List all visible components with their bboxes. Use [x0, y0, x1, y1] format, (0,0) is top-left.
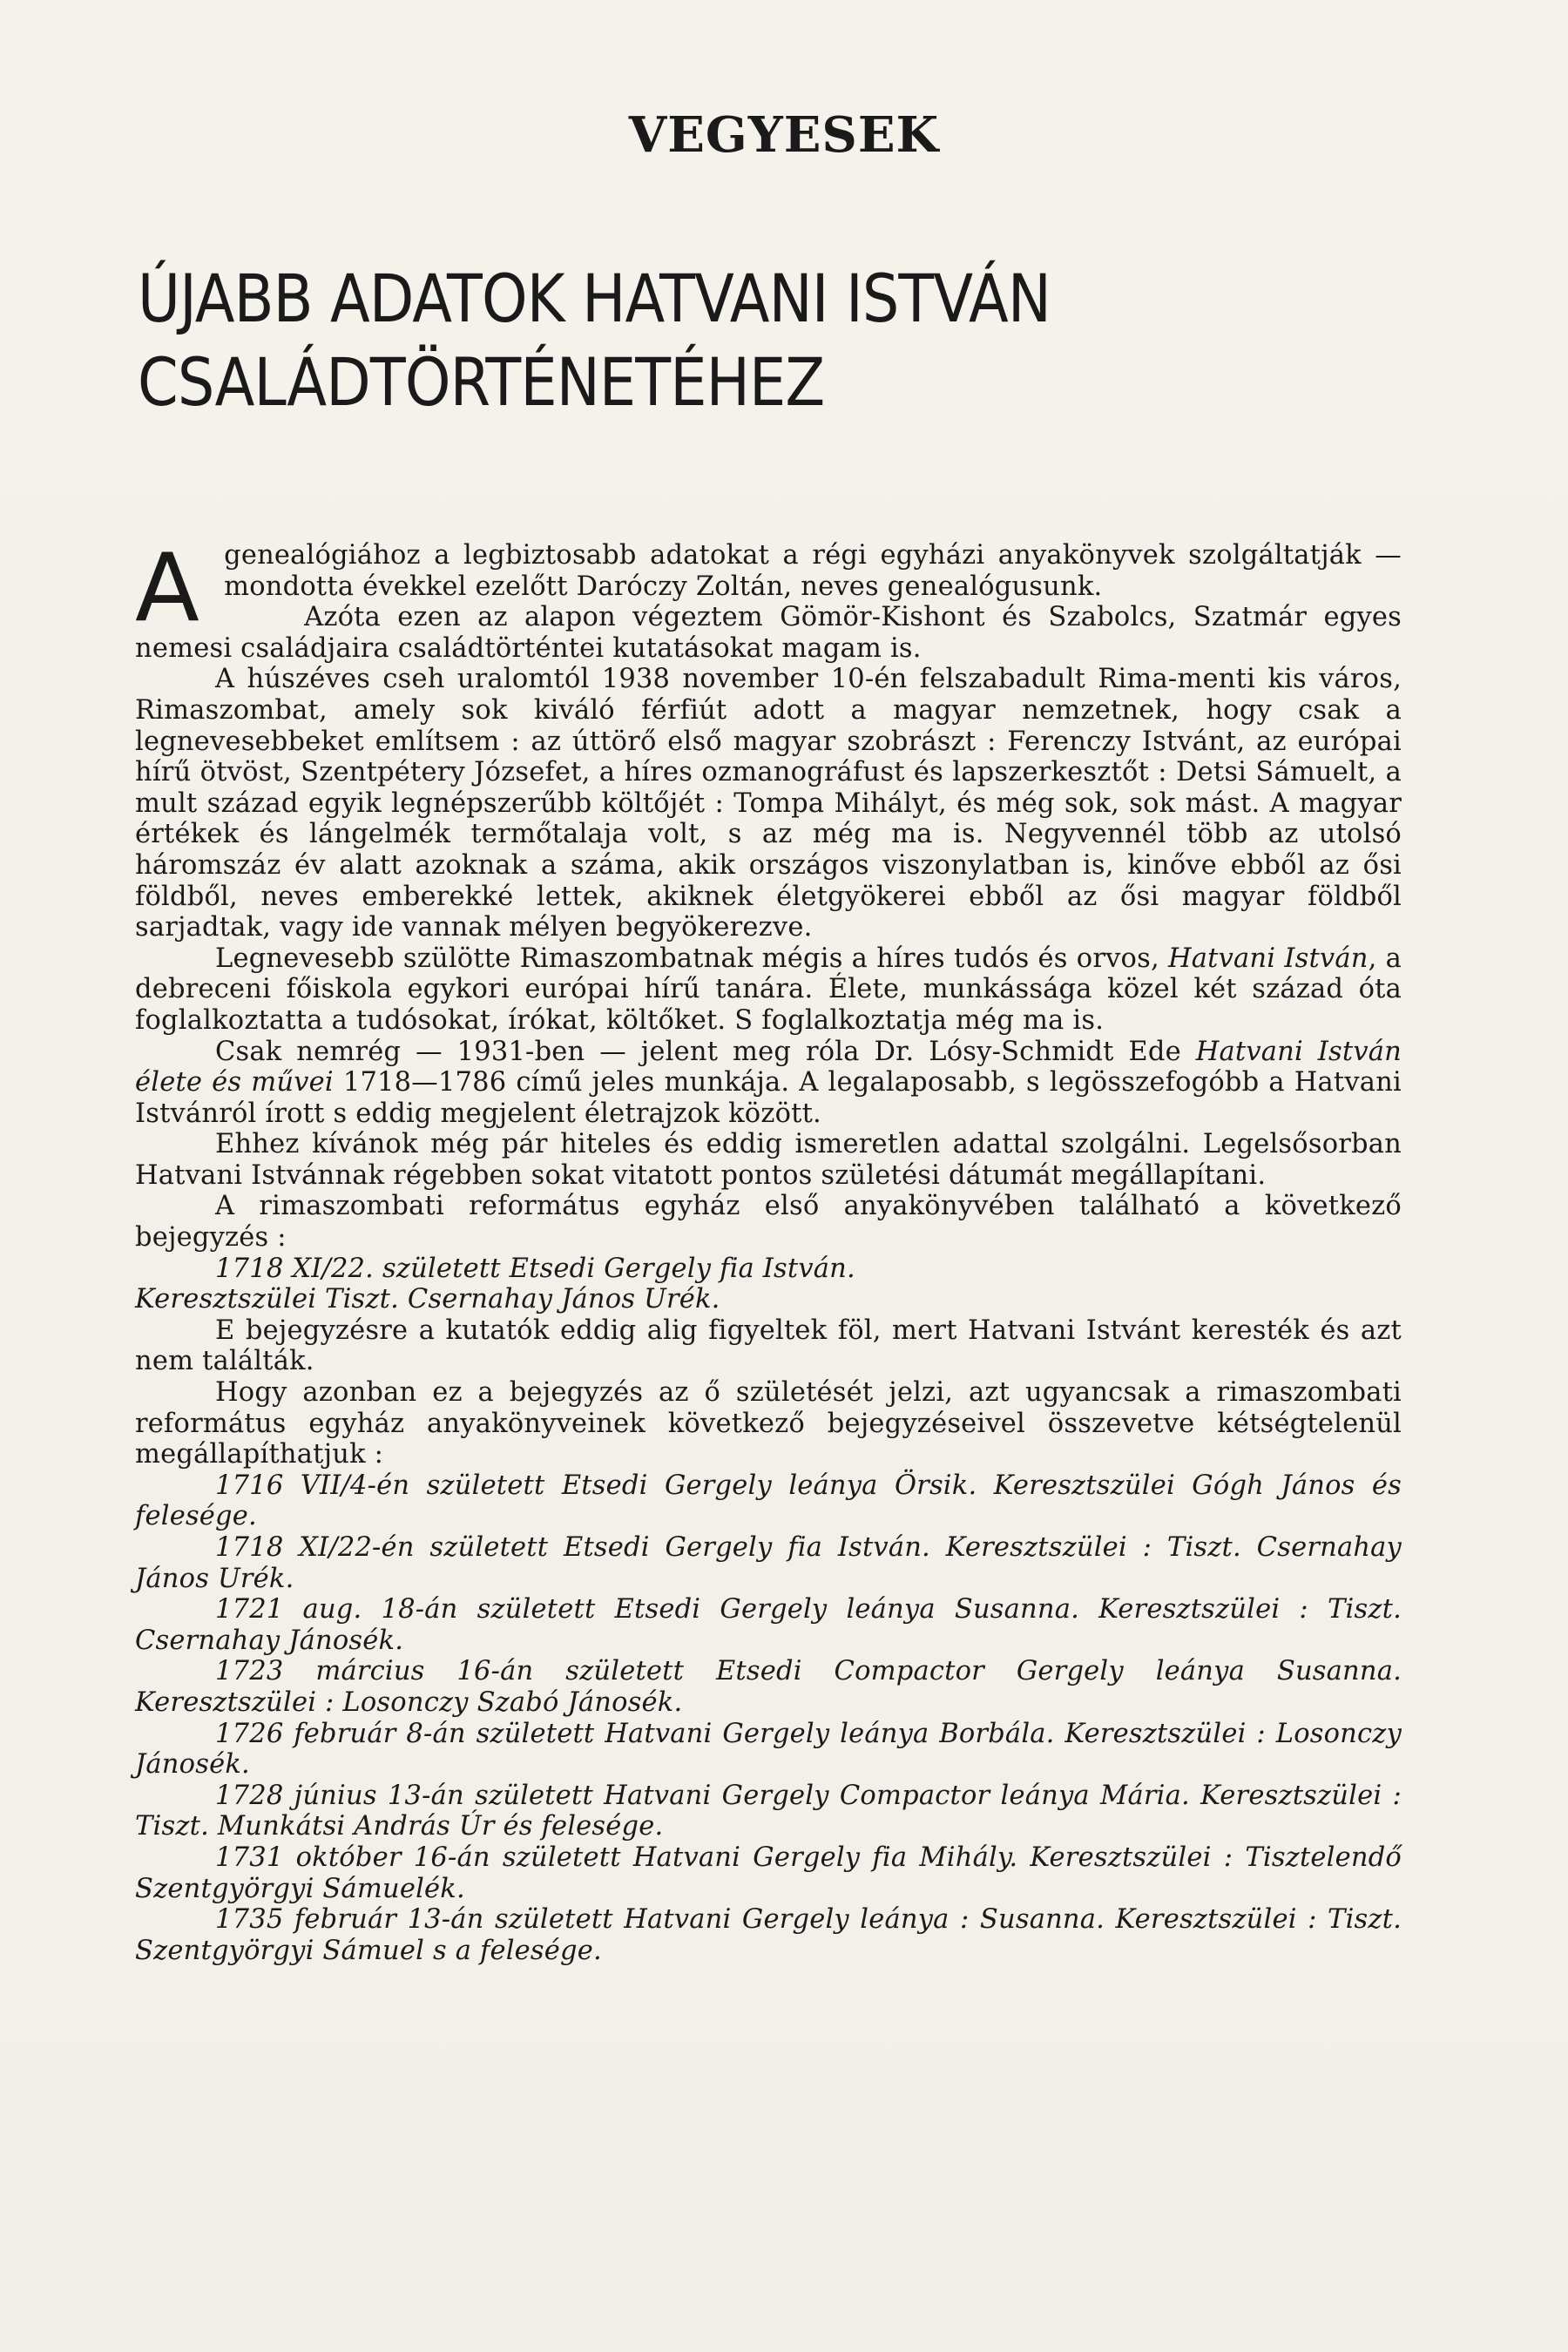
- article-title-line-1: ÚJABB ADATOK HATVANI ISTVÁN: [138, 260, 1051, 337]
- paragraph-6: Ehhez kívánok még pár hiteles és eddig ismeretlen adattal szolgálni. Legelsősorban Hatvani Istvánnak régebben sokat vitatott pontos születési dátumát megállapítani.: [135, 1129, 1402, 1191]
- drop-cap: A: [135, 534, 200, 643]
- paragraph-4-a: Legnevesebb szülötte Rimaszombatnak mégis a híres tudós és orvos,: [215, 943, 1168, 974]
- paragraph-4-italic: Hatvani István: [1167, 943, 1369, 974]
- register-entry-2: 1718 XI/22-én született Etsedi Gergely fia István. Keresztszülei : Tiszt. Csernahay János Urék.: [135, 1532, 1402, 1594]
- register-entry-3: 1721 aug. 18-án született Etsedi Gergely leánya Susanna. Keresztszülei : Tiszt. Csernahay Jánosék.: [135, 1594, 1402, 1656]
- paragraph-7: A rimaszombati református egyház első anyakönyvében található a következő bejegyzés :: [135, 1191, 1402, 1254]
- section-heading: VEGYESEK: [628, 106, 940, 164]
- register-entry-4: 1723 március 16-án született Etsedi Compactor Gergely leánya Susanna. Keresztszülei : Losonczy Szabó Jánosék.: [135, 1656, 1402, 1718]
- article-body: [135, 534, 1402, 1966]
- paragraph-5-a: Csak nemrég — 1931-ben — jelent meg róla Dr. Lósy-Schmidt Ede: [215, 1036, 1196, 1067]
- register-entry-6: 1728 június 13-án született Hatvani Gergely Compactor leánya Mária. Keresztszülei : Tiszt. Munkátsi András Úr és felesége.: [135, 1780, 1402, 1842]
- quote-line-2: Keresztszülei Tiszt. Csernahay János Urék.: [135, 1284, 720, 1315]
- register-entry-8: 1735 február 13-án született Hatvani Gergely leánya : Susanna. Keresztszülei : Tiszt. Szentgyörgyi Sámuel s a felesége.: [135, 1904, 1402, 1966]
- paragraph-5-italic: Hatvani István élete és művei: [135, 1036, 1402, 1098]
- article-title: [138, 257, 1249, 424]
- paragraph-4: [135, 943, 1402, 1037]
- paragraph-1-text: genealógiához a legbiztosabb adatokat a régi egyházi anyakönyvek szolgáltatják — mondotta évekkel ezelőtt Daróczy Zoltán, neves genealógusunk.: [224, 540, 1402, 602]
- paragraph-4-b: , a debreceni főiskola egykori európai hírű tanára. Élete, munkássága közel két század óta foglalkoztatta a tudósokat, írókat, költőket. S foglalkoztatja még ma is.: [135, 943, 1402, 1036]
- quote-line-1: 1718 XI/22. született Etsedi Gergely fia István.: [215, 1253, 855, 1284]
- article-title-line-2: CSALÁDTÖRTÉNETÉHEZ: [138, 343, 825, 421]
- register-entry-5: 1726 február 8-án született Hatvani Gergely leánya Borbála. Keresztszülei : Losonczy Jánosék.: [135, 1718, 1402, 1781]
- paragraph-9: Hogy azonban ez a bejegyzés az ő születését jelzi, azt ugyancsak a rimaszombati református egyház anyakönyveinek következő bejegyzéseivel összevetve kétségtelenül megállapíthatjuk :: [135, 1377, 1402, 1470]
- register-entry-7: 1731 október 16-án született Hatvani Gergely fia Mihály. Keresztszülei : Tisztelendő Szentgyörgyi Sámuelék.: [135, 1842, 1402, 1904]
- paragraph-3: A húszéves cseh uralomtól 1938 november 10-én felszabadult Rima-menti kis város, Rimaszombat, amely sok kiváló férfiút adott a magyar nemzetnek, hogy csak a legnevesebbeket említsem : az úttörő első magyar szobrászt : Ferenczy Istvánt, az európai hírű ötvöst, Szentpétery Józsefet, a híres ozmanográfust és lapszerkesztőt : Detsi Sámuelt, a mult század egyik legnépszerűbb költőjét : Tompa Mihályt, és még sok, sok mást. A magyar értékek és lángelmék termőtalaja volt, s az még ma is. Negyvennél több az utolsó háromszáz év alatt azoknak a száma, akik országos viszonylatban is, kinőve ebből az ősi földből, neves emberekké lettek, akiknek életgyökerei ebből az ősi magyar földből sarjadtak, vagy ide vannak mélyen begyökerezve.: [135, 664, 1402, 943]
- paragraph-5-b: 1718—1786 című jeles munkája. A legalaposabb, s legösszefogóbb a Hatvani Istvánról írott s eddig megjelent életrajzok között.: [135, 1067, 1402, 1129]
- register-entry-1: 1716 VII/4-én született Etsedi Gergely leánya Örsik. Keresztszülei Gógh János és felesége.: [135, 1470, 1402, 1532]
- paragraph-5: [135, 1037, 1402, 1130]
- paragraph-2: Azóta ezen az alapon végeztem Gömör-Kishont és Szabolcs, Szatmár egyes nemesi családjaira családtörténtei kutatásokat magam is.: [135, 602, 1402, 664]
- paragraph-8: E bejegyzésre a kutatók eddig alig figyeltek föl, mert Hatvani Istvánt keresték és azt nem találták.: [135, 1315, 1402, 1377]
